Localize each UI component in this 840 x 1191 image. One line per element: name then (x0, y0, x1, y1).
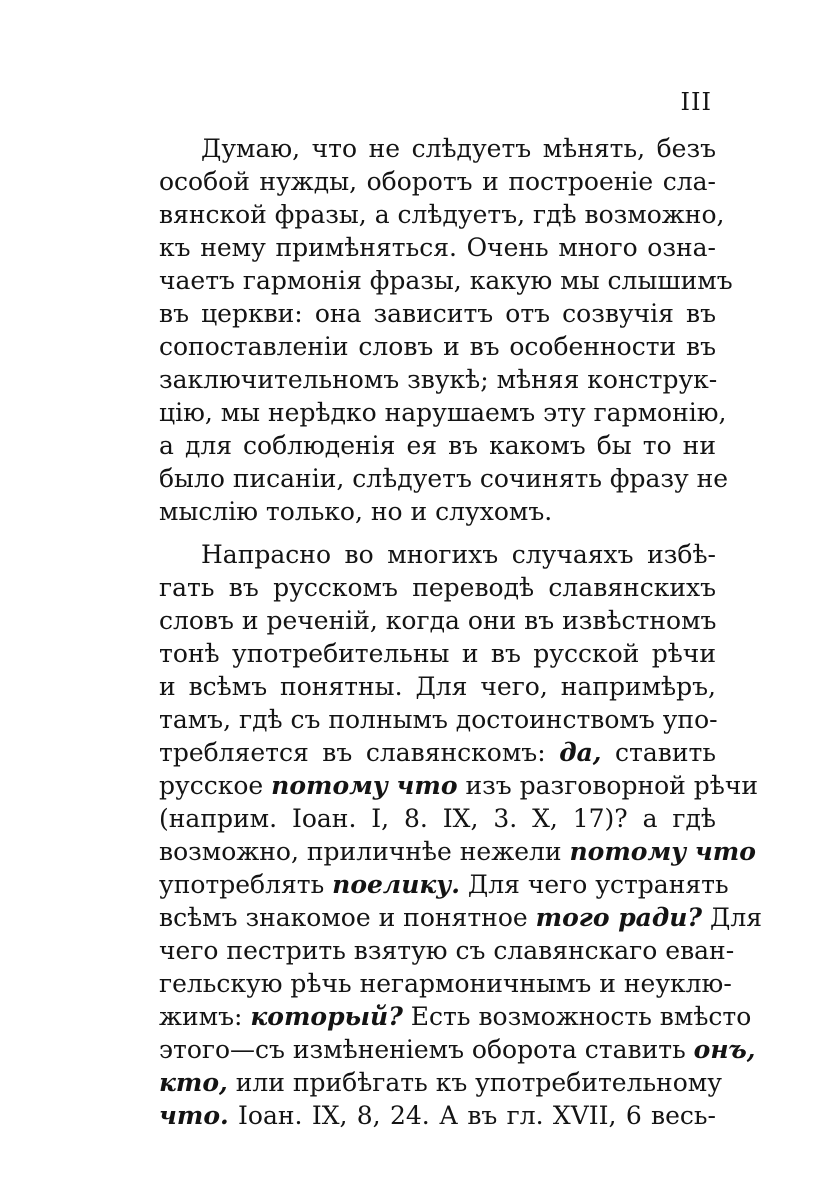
text-line: словъ и реченій, когда они въ извѣстномъ (159, 606, 717, 635)
italic-term: поелику. (332, 870, 460, 899)
text-line: а для соблюденія ея въ какомъ бы то ни (159, 431, 716, 460)
text-line: въ церкви: она зависитъ отъ созвучія въ (159, 299, 716, 328)
italic-term: что. (159, 1101, 229, 1130)
italic-term: потому что (569, 837, 756, 866)
text-line: сопоставленіи словъ и въ особенности въ (159, 332, 716, 361)
text-line: гельскую рѣчь негармоничнымъ и неуклю- (159, 969, 732, 998)
text-line: къ нему примѣняться. Очень много озна- (159, 233, 716, 262)
page-number: III (680, 88, 712, 116)
text-line: возможно, приличнѣе нежели потому что (159, 837, 756, 866)
italic-term: да, (559, 738, 602, 767)
italic-term: кто, (159, 1068, 228, 1097)
text-line: употреблять поелику. Для чего устранять (159, 870, 729, 899)
text-line: особой нужды, оборотъ и построеніе сла- (159, 167, 716, 196)
text-line: Напрасно во многихъ случаяхъ избѣ- (201, 540, 716, 569)
text-line: тонѣ употребительны и въ русской рѣчи (159, 639, 716, 668)
text-line: заключительномъ звукѣ; мѣняя конструк- (159, 365, 718, 394)
text-line: этого—съ измѣненіемъ оборота ставить онъ, (159, 1035, 756, 1064)
text-line: кто, или прибѣгать къ употребительному (159, 1068, 722, 1097)
text-line: (наприм. Іоан. I, 8. IX, 3. X, 17)? а гдѣ (159, 804, 716, 833)
text-line: жимъ: который? Есть возможность вмѣсто (159, 1002, 752, 1031)
italic-term: потому что (271, 771, 458, 800)
italic-term: того ради? (535, 903, 703, 932)
text-line: что. Іоан. IX, 8, 24. А въ гл. XVII, 6 весь- (159, 1101, 716, 1130)
text-line: гать въ русскомъ переводѣ славянскихъ (159, 573, 716, 602)
text-line: и всѣмъ понятны. Для чего, напримѣръ, (159, 672, 716, 701)
body-text (159, 132, 763, 1132)
text-line: чего пестрить взятую съ славянскаго еван- (159, 936, 735, 965)
text-line: было писаніи, слѣдуетъ сочинять фразу не (159, 464, 729, 493)
italic-term: онъ, (693, 1035, 756, 1064)
text-line: требляется въ славянскомъ: да, ставить (159, 738, 716, 767)
paragraph (159, 538, 763, 1132)
text-line: всѣмъ знакомое и понятное того ради? Для (159, 903, 763, 932)
text-line: мыслію только, но и слухомъ. (159, 497, 553, 526)
text-line: вянской фразы, а слѣдуетъ, гдѣ возможно, (159, 200, 725, 229)
text-line: цію, мы нерѣдко нарушаемъ эту гармонію, (159, 398, 727, 427)
paragraph (159, 132, 733, 528)
paragraph-gap (159, 528, 716, 538)
text-line: русское потому что изъ разговорной рѣчи (159, 771, 759, 800)
text-line: чаетъ гармонія фразы, какую мы слышимъ (159, 266, 733, 295)
italic-term: который? (250, 1002, 403, 1031)
text-line: Думаю, что не слѣдуетъ мѣнять, безъ (201, 134, 716, 163)
text-line: тамъ, гдѣ съ полнымъ достоинствомъ упо- (159, 705, 718, 734)
